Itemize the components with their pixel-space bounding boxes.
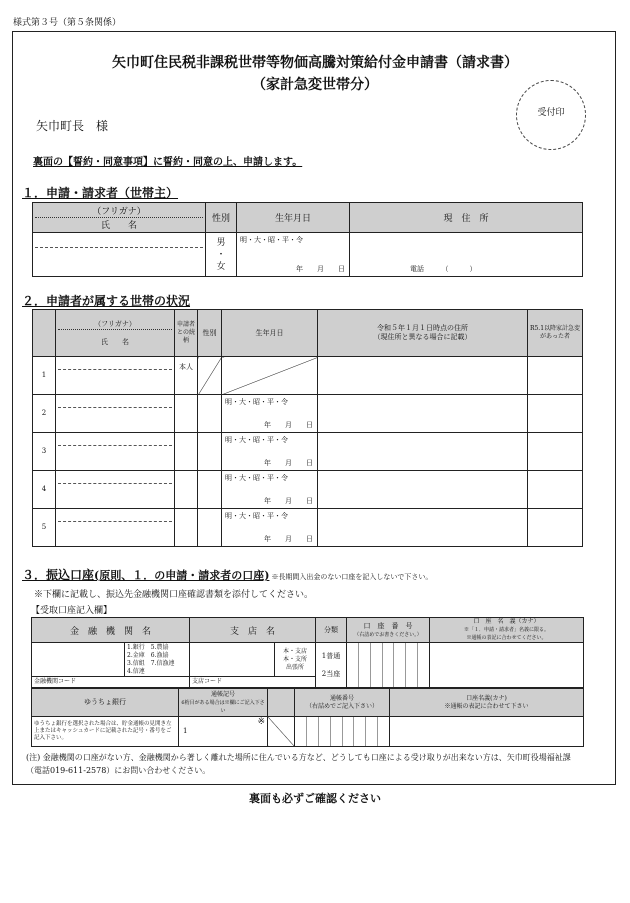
yucho-number-label: 通帳番号 <box>329 694 354 702</box>
yucho-number-field[interactable] <box>295 717 390 747</box>
era-options: 明・大・昭・平・令 <box>225 512 288 520</box>
member-gender-field[interactable] <box>198 509 222 547</box>
account-holder-field[interactable] <box>430 643 584 688</box>
branch-name-header: 支 店 名 <box>190 618 316 643</box>
section1-heading: １．申請・請求者（世帯主） <box>22 186 179 200</box>
era-options: 明・大・昭・平・令 <box>225 474 288 482</box>
address-header: 現 住 所 <box>350 203 583 233</box>
era-options: 明・大・昭・平・令 <box>225 436 288 444</box>
furigana-label: （フリガナ） <box>35 204 203 218</box>
row-number-header <box>33 310 56 357</box>
row-number: 5 <box>33 509 56 547</box>
yucho-code-label: 通帳記号 <box>210 690 235 698</box>
footnote: (注) 金融機関の口座がない方、金融機関から著しく離れた場所に住んでいる方など、どうしても口座による受け取りが出来ない方は、矢巾町役場福祉課（電話019-611-2578）にお問い合わせください。 <box>26 753 571 775</box>
branch-code-label: 支店コード <box>192 678 223 685</box>
yucho-holder-header <box>390 689 584 717</box>
bank-type-options[interactable]: 1.銀行 5.農協 2.金庫 6.漁協 3.信組 7.信漁連 4.信連 <box>125 643 190 677</box>
member-name-header <box>56 310 175 357</box>
member-birth-field[interactable] <box>222 433 318 471</box>
back-check-notice: 裏面も必ずご確認ください <box>249 792 381 805</box>
member-birth-field[interactable] <box>222 509 318 547</box>
name-label: 氏 名 <box>100 221 137 231</box>
gender-separator: ・ <box>216 249 226 260</box>
sudden-change-field[interactable] <box>528 471 583 509</box>
form-subtitle: （家計急変世帯分） <box>252 77 378 93</box>
date-units: 年 月 日 <box>264 497 313 505</box>
row-number: 3 <box>33 433 56 471</box>
yucho-asterisk: ※ <box>257 717 265 727</box>
account-type-current[interactable]: 2当座 <box>321 670 341 678</box>
account-holder-label: 口 座 名 義（カナ） <box>473 618 540 625</box>
yucho-holder-sublabel: ※通帳の表記に合わせて下さい <box>444 702 529 710</box>
member-birth-header: 生年月日 <box>222 310 318 357</box>
branch-name-field[interactable] <box>190 643 275 677</box>
era-options: 明・大・昭・平・令 <box>240 236 303 244</box>
relation-field[interactable] <box>175 395 198 433</box>
section2-heading: ２．申請者が属する世帯の状況 <box>22 294 191 308</box>
bank-code-field[interactable] <box>32 677 190 688</box>
branch-code-field[interactable] <box>190 677 316 688</box>
yucho-divider-field <box>268 717 295 747</box>
member-birth-field[interactable] <box>222 395 318 433</box>
account-number-header <box>347 618 430 643</box>
bank-code-label: 金融機関コード <box>34 678 77 685</box>
address-header-main: 令和５年１月１日時点の住所 <box>377 324 468 332</box>
holder-note-2: ※通帳の表記に合わせてください。 <box>466 635 547 641</box>
applicant-name-field[interactable] <box>33 233 206 277</box>
bank-account-table <box>31 617 584 688</box>
member-birth-field <box>222 357 318 395</box>
sudden-change-field[interactable] <box>528 357 583 395</box>
yucho-code-prefix: 1 <box>183 727 188 735</box>
member-address-field[interactable] <box>318 509 528 547</box>
applicant-address-field[interactable] <box>350 233 583 277</box>
member-birth-field[interactable] <box>222 471 318 509</box>
member-gender-field[interactable] <box>198 395 222 433</box>
yucho-number-header <box>295 689 390 717</box>
member-name-field[interactable] <box>56 357 175 395</box>
applicant-furigana-field[interactable] <box>35 233 203 248</box>
sudden-change-field[interactable] <box>528 509 583 547</box>
relation-header: 申請者との続柄 <box>175 310 198 357</box>
yucho-account-table <box>31 688 584 747</box>
yucho-code-field[interactable] <box>179 717 268 747</box>
relation-field[interactable] <box>175 471 198 509</box>
relation-field[interactable] <box>175 433 198 471</box>
relation-field[interactable] <box>175 509 198 547</box>
member-name-field[interactable] <box>56 471 175 509</box>
row-number: 1 <box>33 357 56 395</box>
sudden-change-field[interactable] <box>528 433 583 471</box>
account-number-label: 口 座 番 号 <box>363 621 413 630</box>
bank-name-field[interactable] <box>32 643 125 677</box>
reception-stamp-circle <box>516 80 586 150</box>
account-number-sublabel: （右詰めでお書きください。） <box>354 631 422 638</box>
member-gender-field[interactable] <box>198 471 222 509</box>
date-units: 年 月 日 <box>296 265 345 273</box>
branch-type-options[interactable]: 本・支店 本・支所 出張所 <box>275 643 316 677</box>
yucho-header: ゆうちょ銀行 <box>32 689 179 717</box>
form-title: 矢巾町住民税非課税世帯等物価高騰対策給付金申請書（請求書） <box>112 55 518 71</box>
account-type-header: 分類 <box>316 618 347 643</box>
gender-male[interactable]: 男 <box>216 237 226 248</box>
era-options: 明・大・昭・平・令 <box>225 398 288 406</box>
pledge-text: 裏面の【誓約・同意事項】に誓約・同意の上、申請します。 <box>33 157 303 168</box>
relation-self: 本人 <box>175 357 198 395</box>
section3-heading-tail: (原則、１．の申請・請求者の口座) <box>94 569 270 582</box>
bank-name-header: 金 融 機 関 名 <box>32 618 190 643</box>
address-header-sub: （現住所と異なる場合に記載） <box>373 333 472 341</box>
row-number: 2 <box>33 395 56 433</box>
account-type-options[interactable] <box>316 643 347 688</box>
yucho-divider-header <box>268 689 295 717</box>
date-units: 年 月 日 <box>264 459 313 467</box>
date-units: 年 月 日 <box>264 421 313 429</box>
receiving-account-box-label: 【受取口座記入欄】 <box>31 606 113 616</box>
member-gender-header: 性別 <box>198 310 222 357</box>
member-address-field[interactable] <box>318 357 528 395</box>
applicant-birth-field[interactable] <box>237 233 350 277</box>
section3-heading-row <box>22 564 432 583</box>
section3-instruction: ※下欄に記載し、振込先金融機関口座確認書類を添付してください。 <box>34 590 314 600</box>
yucho-holder-label: 口座名義(カナ) <box>466 694 507 702</box>
member-name-label: 氏 名 <box>101 337 129 346</box>
yucho-code-header <box>179 689 268 717</box>
yucho-code-sublabel: 6桁目がある場合は※欄にご記入下さい <box>181 699 265 714</box>
member-gender-field[interactable] <box>198 433 222 471</box>
date-units: 年 月 日 <box>264 535 313 543</box>
sudden-change-field[interactable] <box>528 395 583 433</box>
member-name-field[interactable] <box>56 395 175 433</box>
gender-header: 性別 <box>206 203 237 233</box>
phone-label: 電話 （ ） <box>410 265 477 273</box>
holder-note-1: ※「１．申請・請求者」名義に限る。 <box>463 627 549 633</box>
member-address-field[interactable] <box>318 395 528 433</box>
stamp-label: 受付印 <box>537 108 565 118</box>
yucho-number-sublabel: （右詰めでご記入下さい） <box>305 702 378 710</box>
member-gender-field <box>198 357 222 395</box>
member-address-field[interactable] <box>318 471 528 509</box>
household-table <box>32 309 583 547</box>
account-holder-header <box>430 618 584 643</box>
yucho-note: ゆうちょ銀行を選択された場合は、貯金通帳の見開き左上またはキャッシュカードに記載された記号・番号をご記入下さい。 <box>32 717 179 747</box>
birth-header: 生年月日 <box>237 203 350 233</box>
form-number: 様式第３号（第５条関係） <box>13 18 122 28</box>
section3-note: ※長期間入出金のない口座を記入しないで下さい。 <box>271 573 433 581</box>
row-number: 4 <box>33 471 56 509</box>
member-name-field[interactable] <box>56 509 175 547</box>
account-number-field[interactable] <box>347 643 430 688</box>
member-name-field[interactable] <box>56 433 175 471</box>
gender-female[interactable]: 女 <box>216 261 226 272</box>
addressee: 矢巾町長 様 <box>36 119 109 133</box>
member-furigana-label: （フリガナ） <box>58 320 172 330</box>
account-type-ordinary[interactable]: 1普通 <box>321 652 341 660</box>
gender-choice[interactable] <box>206 233 237 277</box>
member-address-header <box>318 310 528 357</box>
applicant-table <box>32 202 583 277</box>
member-address-field[interactable] <box>318 433 528 471</box>
section3-heading: ３．振込口座 <box>22 568 95 582</box>
name-header <box>33 203 206 233</box>
sudden-change-header: R5.1以降家計急変があった者 <box>528 310 583 357</box>
yucho-holder-field[interactable] <box>390 717 584 747</box>
